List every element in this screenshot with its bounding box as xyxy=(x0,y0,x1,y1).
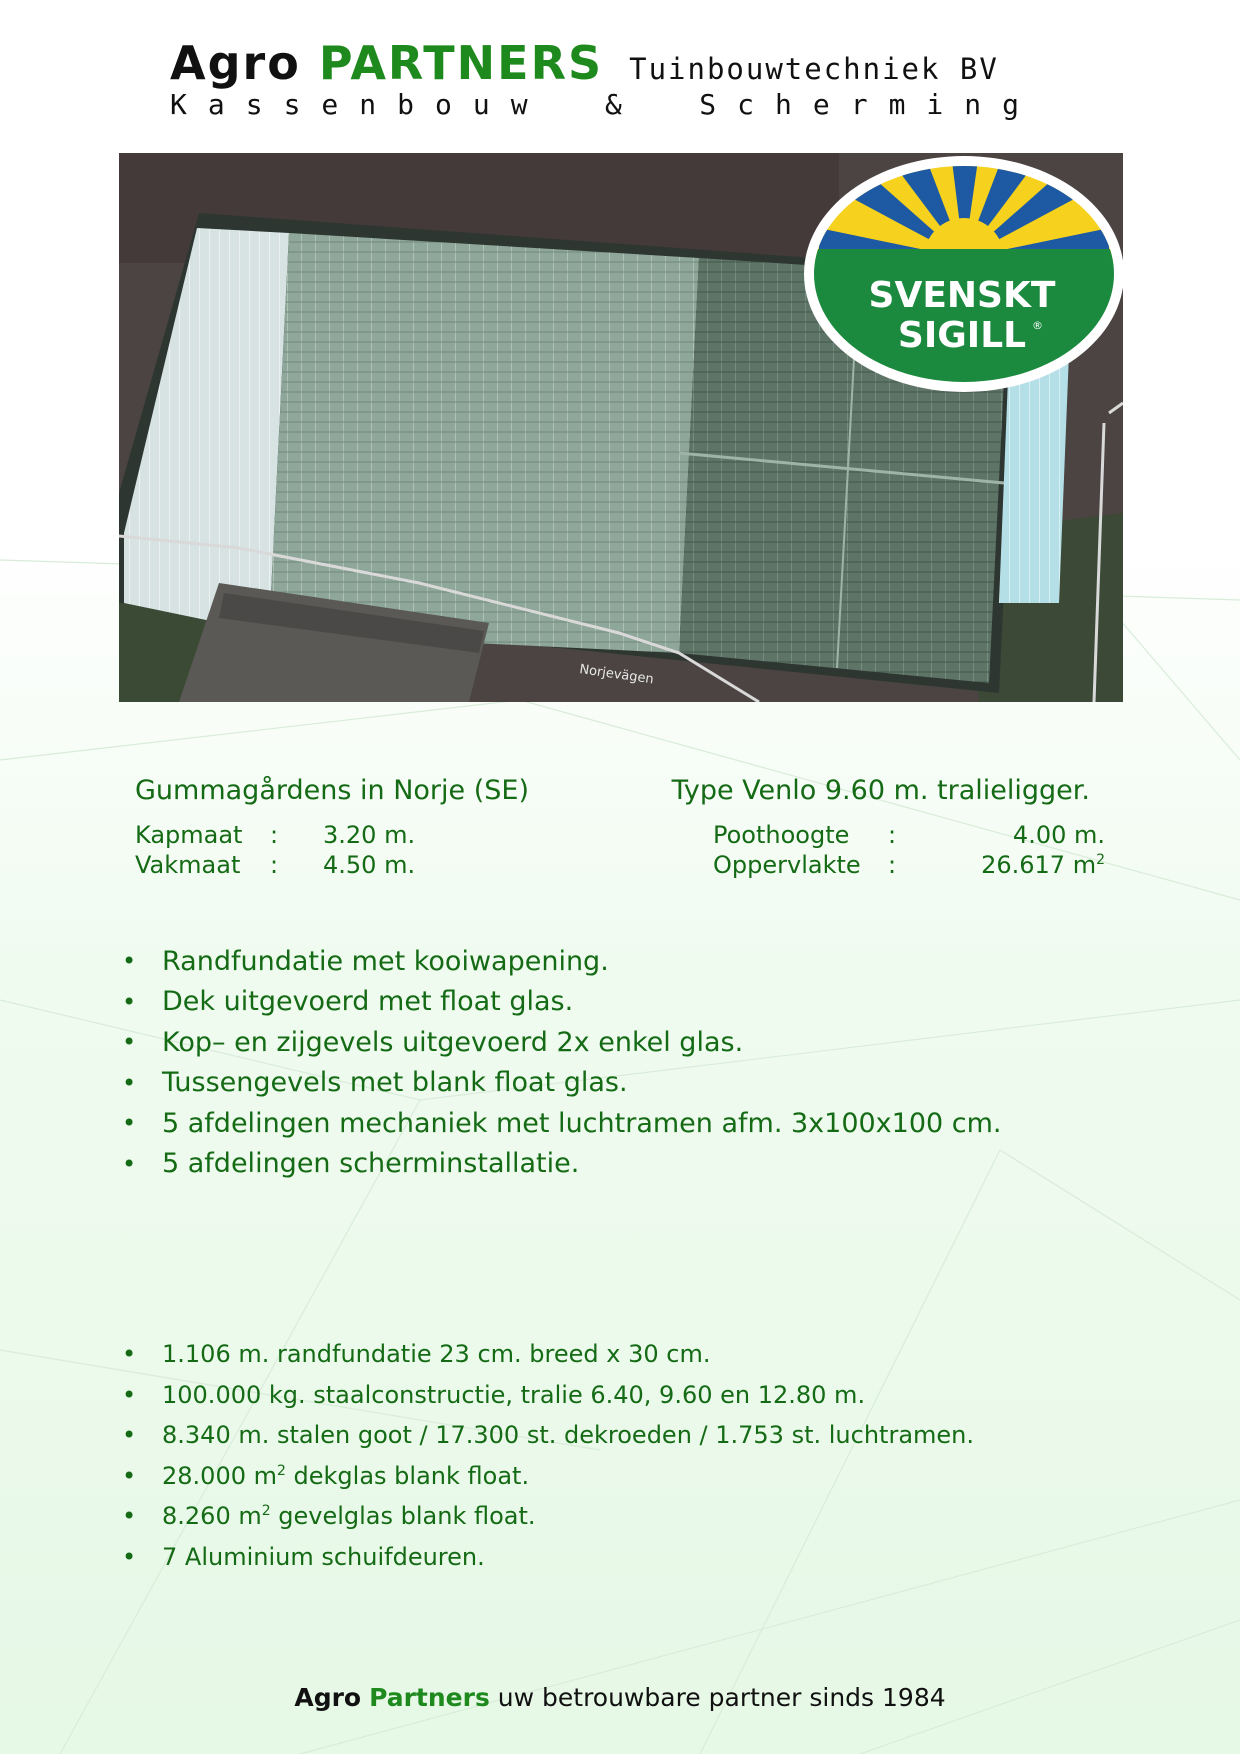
superscript: 2 xyxy=(1096,852,1105,868)
project-title: Gummagårdens in Norje (SE) xyxy=(135,775,529,806)
spec-colon: : xyxy=(270,821,279,849)
seal-line1: SVENSKT xyxy=(868,275,1056,316)
aerial-photo xyxy=(119,153,1123,702)
spec-label: Kapmaat xyxy=(135,821,243,849)
footer-rest: uw betrouwbare partner sinds 1984 xyxy=(489,1683,946,1712)
spec-row xyxy=(713,850,1105,880)
bullet-icon: • xyxy=(122,1461,137,1490)
quantity-text xyxy=(162,1462,529,1490)
list-item xyxy=(122,1537,974,1578)
bullet-icon: • xyxy=(122,1421,137,1450)
spec-label: Vakmaat xyxy=(135,851,241,879)
spec-row xyxy=(135,820,415,850)
brand-company: Tuinbouwtechniek BV xyxy=(629,52,999,86)
bullet-icon: • xyxy=(122,1502,137,1531)
list-item xyxy=(122,1103,1002,1144)
specs-right xyxy=(713,820,1105,880)
bullet-icon: • xyxy=(122,947,137,976)
quantity-text: 100.000 kg. staalconstructie, tralie 6.40, 9.60 en 12.80 m. xyxy=(162,1380,866,1409)
spec-row xyxy=(135,850,415,880)
letterhead xyxy=(170,36,1070,121)
quantity-post: dekglas blank float. xyxy=(285,1461,530,1490)
spec-label: Poothoogte xyxy=(713,821,850,849)
list-item xyxy=(122,1496,974,1537)
bullet-icon: • xyxy=(122,1340,137,1369)
bullet-icon: • xyxy=(122,1068,137,1097)
quantity-text: 7 Aluminium schuifdeuren. xyxy=(162,1542,485,1571)
bullet-icon: • xyxy=(122,1109,137,1138)
spec-colon: : xyxy=(270,851,279,879)
feature-text: 5 afdelingen scherminstallatie. xyxy=(162,1148,580,1180)
tagline-amp: & xyxy=(605,88,643,121)
feature-text: Dek uitgevoerd met float glas. xyxy=(162,986,574,1018)
bullet-icon: • xyxy=(122,1028,137,1057)
footer-partners: Partners xyxy=(369,1683,490,1712)
specs-left xyxy=(135,820,415,880)
bullet-icon: • xyxy=(122,1149,137,1178)
spec-value xyxy=(928,850,1105,880)
quantity-text xyxy=(162,1502,536,1530)
spec-colon: : xyxy=(888,851,897,879)
list-item xyxy=(122,1334,974,1375)
feature-text: Tussengevels met blank float glas. xyxy=(162,1067,628,1099)
footer-agro: Agro xyxy=(294,1683,362,1712)
feature-text: Kop– en zijgevels uitgevoerd 2x enkel glas. xyxy=(162,1026,744,1058)
brand-agro: Agro xyxy=(170,36,301,90)
feature-list xyxy=(122,941,1002,1184)
brand-line xyxy=(170,36,1070,90)
list-item xyxy=(122,1375,974,1416)
spec-label: Oppervlakte xyxy=(713,851,861,879)
list-item xyxy=(122,1022,1002,1063)
tagline-right: Scherming xyxy=(699,88,1040,121)
spec-colon: : xyxy=(888,821,897,849)
quantity-text: 8.340 m. stalen goot / 17.300 st. dekroeden / 1.753 st. luchtramen. xyxy=(162,1421,975,1450)
quantity-pre: 28.000 m xyxy=(162,1461,277,1490)
project-type: Type Venlo 9.60 m. tralieligger. xyxy=(671,775,1090,806)
spec-value-text: 26.617 m xyxy=(981,851,1097,879)
bullet-icon: • xyxy=(122,1380,137,1409)
footer-slogan xyxy=(0,1683,1240,1712)
spec-row xyxy=(713,820,1105,850)
superscript: 2 xyxy=(276,1462,286,1479)
feature-text: Randfundatie met kooiwapening. xyxy=(162,945,609,977)
list-item xyxy=(122,982,1002,1023)
spec-value: 4.00 m. xyxy=(1012,821,1105,849)
list-item xyxy=(122,941,1002,982)
seal-line2: SIGILL xyxy=(897,315,1027,356)
feature-text: 5 afdelingen mechaniek met luchtramen afm. 3x100x100 cm. xyxy=(162,1107,1002,1139)
bullet-icon: • xyxy=(122,987,137,1016)
list-item xyxy=(122,1456,974,1497)
spec-value: 3.20 m. xyxy=(323,821,416,849)
quantity-post: gevelglas blank float. xyxy=(270,1502,536,1531)
road-label: Norjevägen xyxy=(578,662,655,688)
quantity-list xyxy=(122,1334,974,1577)
seal-registered-mark: ® xyxy=(1032,319,1043,332)
superscript: 2 xyxy=(261,1503,271,1520)
bullet-icon: • xyxy=(122,1542,137,1571)
tagline xyxy=(170,88,1040,121)
tagline-left: Kassenbouw xyxy=(170,88,549,121)
quantity-text: 1.106 m. randfundatie 23 cm. breed x 30 cm. xyxy=(162,1340,711,1369)
list-item xyxy=(122,1144,1002,1185)
list-item xyxy=(122,1415,974,1456)
list-item xyxy=(122,1063,1002,1104)
spec-value: 4.50 m. xyxy=(323,851,416,879)
brand-partners: PARTNERS xyxy=(318,36,604,90)
quantity-pre: 8.260 m xyxy=(162,1502,262,1531)
